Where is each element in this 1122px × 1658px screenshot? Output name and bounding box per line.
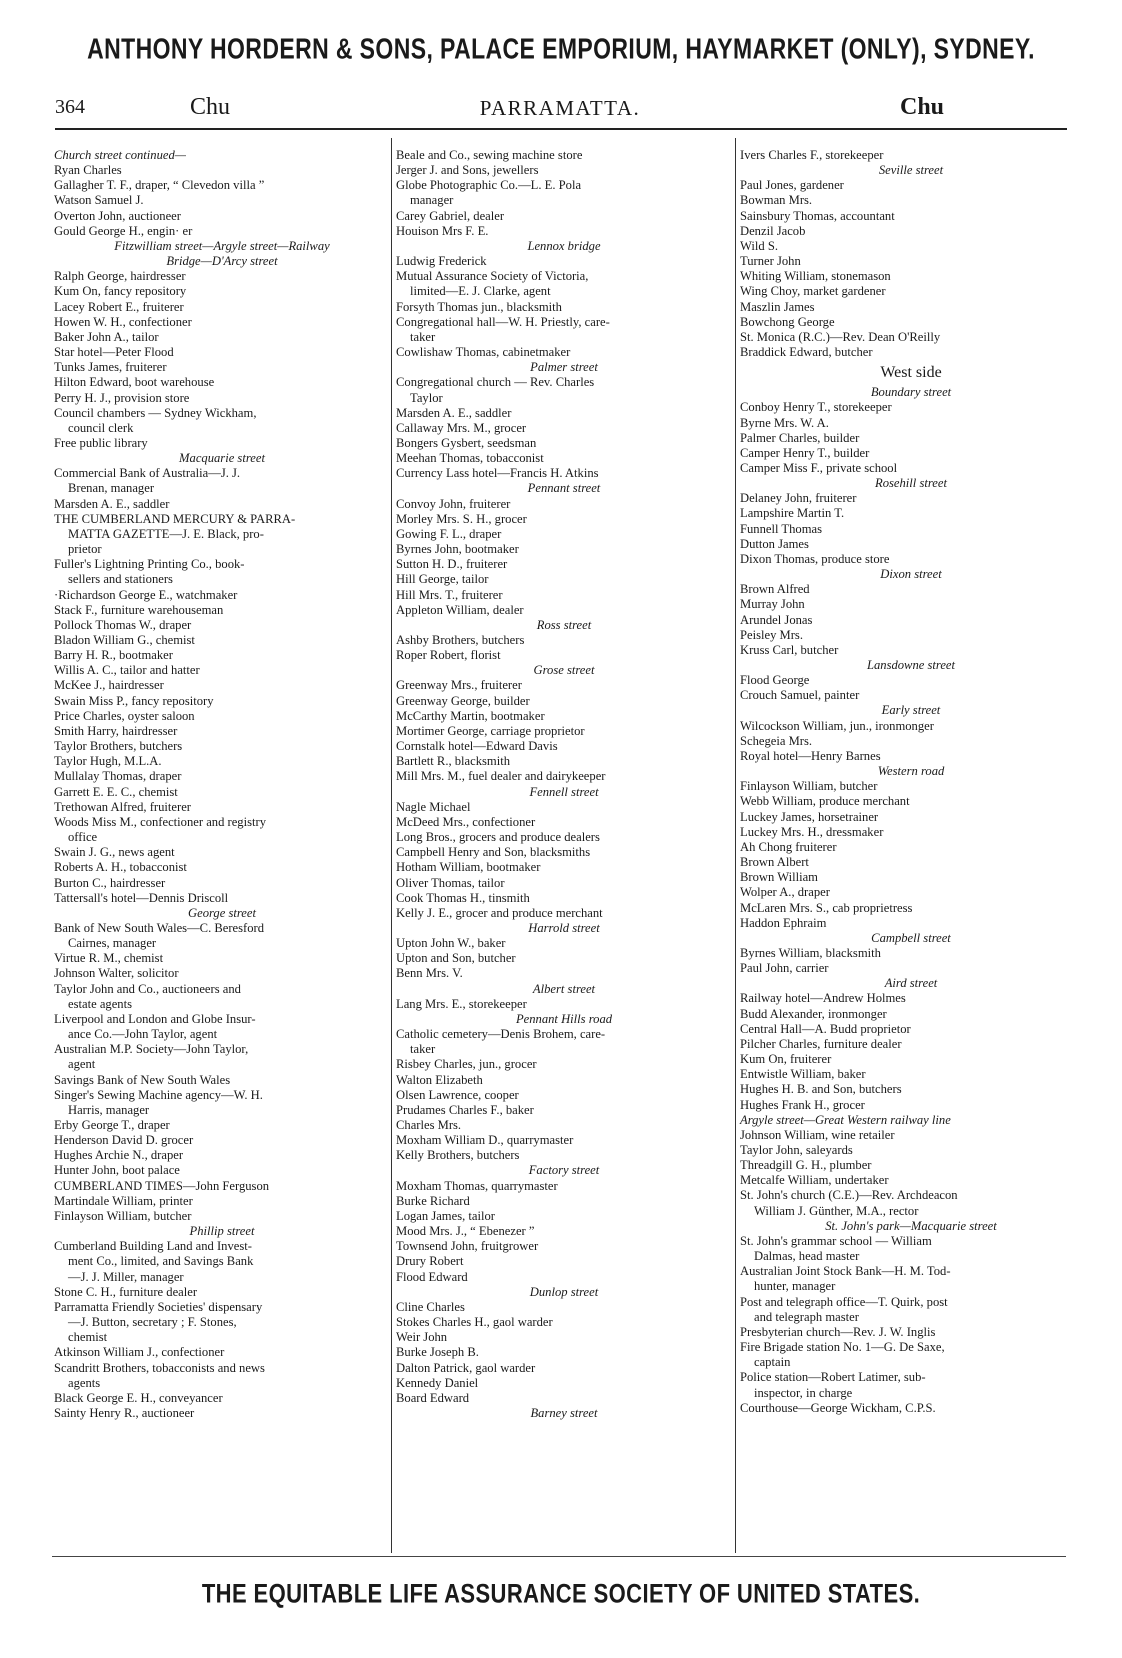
- street-heading: Fitzwilliam street—Argyle street—Railway: [114, 238, 330, 253]
- directory-entry: Threadgill G. H., plumber: [740, 1158, 872, 1173]
- directory-entry: Ralph George, hairdresser: [54, 269, 186, 284]
- directory-entry: Oliver Thomas, tailor: [396, 875, 505, 890]
- directory-entry: Camper Henry T., builder: [740, 445, 870, 460]
- directory-entry: Ah Chong fruiterer: [740, 839, 837, 854]
- street-heading: Factory street: [528, 1163, 600, 1178]
- directory-entry: Nagle Michael: [396, 799, 471, 814]
- directory-entry: Finlayson William, butcher: [54, 1208, 192, 1223]
- directory-entry: sellers and stationers: [68, 572, 173, 587]
- directory-entry: Wild S.: [740, 238, 778, 253]
- directory-entry: Arundel Jonas: [740, 612, 813, 627]
- directory-entry: Savings Bank of New South Wales: [54, 1072, 231, 1087]
- directory-entry: Black George E. H., conveyancer: [54, 1390, 223, 1405]
- directory-entry: Cumberland Building Land and Invest-: [54, 1239, 252, 1254]
- directory-entry: Forsyth Thomas jun., blacksmith: [396, 299, 562, 314]
- directory-entry: Trethowan Alfred, fruiterer: [54, 799, 191, 814]
- directory-entry: Flood George: [740, 673, 810, 688]
- directory-entry: Brown Albert: [740, 855, 809, 870]
- directory-entry: Bladon William G., chemist: [54, 633, 195, 647]
- directory-entry: Lang Mrs. E., storekeeper: [396, 996, 527, 1011]
- directory-entry: Delaney John, fruiterer: [740, 491, 857, 506]
- directory-entry: Conboy Henry T., storekeeper: [740, 400, 892, 415]
- directory-entry: Cairnes, manager: [68, 936, 157, 951]
- directory-entry: Courthouse—George Wickham, C.P.S.: [740, 1400, 936, 1415]
- directory-entry: Johnson Walter, solicitor: [54, 966, 179, 981]
- directory-entry: Charles Mrs.: [396, 1118, 462, 1132]
- directory-entry: manager: [410, 193, 454, 208]
- directory-entry: prietor: [68, 542, 102, 557]
- directory-entry: Cornstalk hotel—Edward Davis: [396, 739, 558, 754]
- directory-entry: Hill Mrs. T., fruiterer: [396, 587, 503, 602]
- directory-entry: Fuller's Lightning Printing Co., book-: [54, 557, 245, 572]
- directory-entry: Kruss Carl, butcher: [740, 642, 839, 657]
- directory-entry: Tattersall's hotel—Dennis Driscoll: [54, 890, 229, 905]
- street-heading: Albert street: [532, 981, 596, 996]
- directory-entry: Cline Charles: [396, 1299, 465, 1314]
- directory-entry: Whiting William, stonemason: [740, 269, 891, 284]
- street-heading: Bridge—D'Arcy street: [166, 254, 278, 269]
- street-heading: George street: [188, 905, 256, 920]
- directory-entry: Watson Samuel J.: [54, 193, 144, 208]
- street-heading: Grose street: [533, 663, 595, 678]
- directory-entry: THE CUMBERLAND MERCURY & PARRA-: [54, 511, 296, 526]
- directory-entry: Moxham Thomas, quarrymaster: [396, 1178, 558, 1193]
- directory-entry: Bowman Mrs.: [740, 193, 813, 208]
- directory-entry: Byrnes John, bootmaker: [396, 542, 519, 557]
- directory-entry: Jerger J. and Sons, jewellers: [396, 163, 539, 178]
- directory-entry: captain: [754, 1355, 791, 1370]
- directory-entry: Tunks James, fruiterer: [54, 360, 167, 375]
- directory-entry: Pollock Thomas W., draper: [54, 617, 192, 632]
- directory-entry: —J. J. Miller, manager: [68, 1269, 184, 1284]
- directory-entry: Pilcher Charles, furniture dealer: [740, 1036, 902, 1051]
- directory-entry: Police station—Robert Latimer, sub-: [740, 1370, 926, 1385]
- directory-entry: Ludwig Frederick: [396, 254, 487, 269]
- directory-entry: Liverpool and London and Globe Insur-: [54, 1011, 256, 1026]
- directory-entry: Presbyterian church—Rev. J. W. Inglis: [740, 1324, 936, 1339]
- street-heading: Argyle street—Great Western railway line: [740, 1112, 951, 1127]
- directory-entry: Mill Mrs. M., fuel dealer and dairykeeper: [396, 769, 606, 784]
- running-head-right: Chu: [900, 94, 945, 120]
- directory-entry: CUMBERLAND TIMES—John Ferguson: [54, 1178, 270, 1193]
- directory-entry: Hughes H. B. and Son, butchers: [740, 1082, 902, 1097]
- directory-entry: Brenan, manager: [68, 481, 155, 496]
- directory-entry: Townsend John, fruitgrower: [396, 1239, 539, 1254]
- directory-entry: and telegraph master: [754, 1309, 859, 1324]
- directory-entry: Kum On, fancy repository: [54, 284, 187, 299]
- directory-entry: Free public library: [54, 435, 148, 450]
- directory-entry: Byrne Mrs. W. A.: [740, 415, 829, 430]
- directory-entry: Scandritt Brothers, tobacconists and news: [54, 1360, 265, 1375]
- header-rule: [55, 128, 1067, 130]
- directory-entry: Henderson David D. grocer: [54, 1133, 194, 1148]
- directory-entry: Byrnes William, blacksmith: [740, 945, 881, 960]
- directory-entry: Woods Miss M., confectioner and registry: [54, 814, 266, 829]
- directory-entry: Central Hall—A. Budd proprietor: [740, 1021, 911, 1036]
- directory-entry: council clerk: [68, 420, 134, 435]
- directory-entry: Moxham William D., quarrymaster: [396, 1133, 574, 1148]
- directory-entry: agent: [68, 1057, 96, 1072]
- directory-entry: Railway hotel—Andrew Holmes: [740, 991, 906, 1006]
- directory-entry: Price Charles, oyster saloon: [54, 708, 195, 723]
- directory-entry: Sainsbury Thomas, accountant: [740, 208, 895, 223]
- directory-entry: Metcalfe William, undertaker: [740, 1173, 889, 1188]
- street-heading: Harrold street: [528, 920, 600, 935]
- directory-entry: Marsden A. E., saddler: [396, 405, 512, 420]
- directory-entry: Royal hotel—Henry Barnes: [740, 748, 881, 763]
- directory-entry: Schegeia Mrs.: [740, 733, 813, 748]
- directory-entry: Congregational hall—W. H. Priestly, care-: [396, 314, 610, 329]
- directory-entry: Kum On, fruiterer: [740, 1052, 832, 1067]
- directory-entry: Overton John, auctioneer: [54, 208, 181, 223]
- street-heading: St. John's park—Macquarie street: [825, 1218, 997, 1233]
- directory-entry: Bank of New South Wales—C. Beresford: [54, 920, 265, 935]
- directory-entry: Globe Photographic Co.—L. E. Pola: [396, 178, 582, 193]
- directory-entry: Murray John: [740, 597, 805, 612]
- directory-entry: Hunter John, boot palace: [54, 1163, 180, 1178]
- directory-entry: Smith Harry, hairdresser: [54, 723, 178, 738]
- directory-entry: Sutton H. D., fruiterer: [396, 557, 508, 572]
- directory-entry: Gould George H., engin· er: [54, 223, 193, 238]
- directory-entry: ·Richardson George E., watchmaker: [54, 587, 238, 602]
- directory-entry: Burke Joseph B.: [396, 1345, 479, 1360]
- directory-entry: Mood Mrs. J., “ Ebenezer ”: [396, 1224, 535, 1239]
- street-heading: Ross street: [536, 617, 592, 632]
- street-heading: Dunlop street: [529, 1284, 599, 1299]
- directory-entry: ment Co., limited, and Savings Bank: [68, 1254, 254, 1269]
- directory-entry: Mutual Assurance Society of Victoria,: [396, 269, 589, 284]
- directory-entry: Drury Robert: [396, 1254, 464, 1269]
- directory-entry: Swain J. G., news agent: [54, 845, 175, 860]
- directory-entry: Hill George, tailor: [396, 572, 489, 587]
- advertisement-banner-top: ANTHONY HORDERN & SONS, PALACE EMPORIUM, HAYMARKET (ONLY), SYDNEY.: [87, 32, 1035, 65]
- directory-entry: Taylor John and Co., auctioneers and: [54, 981, 241, 996]
- directory-entry: Logan James, tailor: [396, 1208, 495, 1223]
- directory-entry: Singer's Sewing Machine agency—W. H.: [54, 1087, 263, 1102]
- directory-entry: MATTA GAZETTE—J. E. Black, pro-: [68, 526, 264, 541]
- directory-entry: Weir John: [396, 1330, 448, 1345]
- directory-entry: Perry H. J., provision store: [54, 390, 190, 405]
- directory-entry: Entwistle William, baker: [740, 1067, 866, 1082]
- street-heading: Barney street: [530, 1405, 598, 1420]
- street-heading: Lansdowne street: [866, 658, 956, 672]
- directory-entry: Mortimer George, carriage proprietor: [396, 723, 585, 738]
- directory-entry: Peisley Mrs.: [740, 627, 803, 642]
- column-divider: [391, 138, 392, 1553]
- directory-entry: Webb William, produce merchant: [740, 794, 910, 809]
- directory-entry: Benn Mrs. V.: [396, 966, 463, 981]
- directory-entry: agents: [68, 1375, 101, 1390]
- directory-entry: St. John's grammar school — William: [740, 1233, 932, 1248]
- street-heading: Fennell street: [529, 784, 599, 799]
- directory-entry: Harris, manager: [68, 1102, 150, 1117]
- street-heading: Campbell street: [871, 930, 951, 945]
- directory-entry: Erby George T., draper: [54, 1118, 170, 1132]
- side-heading: West side: [880, 364, 942, 382]
- directory-entry: Currency Lass hotel—Francis H. Atkins: [396, 466, 599, 481]
- street-heading: Early street: [881, 703, 941, 718]
- directory-entry: Paul John, carrier: [740, 961, 829, 976]
- street-heading: Macquarie street: [179, 451, 265, 466]
- directory-entry: Hughes Archie N., draper: [54, 1148, 184, 1163]
- directory-entry: Dixon Thomas, produce store: [740, 551, 890, 566]
- directory-entry: William J. Günther, M.A., rector: [754, 1203, 919, 1218]
- directory-entry: Hughes Frank H., grocer: [740, 1097, 865, 1112]
- directory-entry: Bowchong George: [740, 314, 835, 329]
- column-divider: [735, 138, 736, 1553]
- street-heading: Pennant Hills road: [515, 1011, 613, 1026]
- directory-entry: Gallagher T. F., draper, “ Clevedon villa ”: [54, 178, 265, 193]
- directory-entry: Roper Robert, florist: [396, 648, 501, 663]
- directory-entry: Lampshire Martin T.: [740, 506, 845, 521]
- directory-entry: Olsen Lawrence, cooper: [396, 1087, 519, 1102]
- street-heading: Lennox bridge: [527, 238, 601, 253]
- directory-entry: taker: [410, 1042, 436, 1057]
- directory-entry: McLaren Mrs. S., cab proprietress: [740, 900, 913, 915]
- directory-entry: Kelly J. E., grocer and produce merchant: [396, 905, 603, 920]
- directory-entry: Swain Miss P., fancy repository: [54, 693, 214, 708]
- directory-entry: St. Monica (R.C.)—Rev. Dean O'Reilly: [740, 329, 941, 344]
- directory-entry: Australian Joint Stock Bank—H. M. Tod-: [740, 1264, 951, 1279]
- street-heading: Seville street: [878, 163, 944, 178]
- directory-entry: McKee J., hairdresser: [54, 678, 164, 693]
- directory-entry: Braddick Edward, butcher: [740, 345, 873, 360]
- directory-entry: Haddon Ephraim: [740, 915, 827, 930]
- directory-entry: Flood Edward: [396, 1269, 468, 1284]
- directory-entry: Taylor Brothers, butchers: [54, 739, 183, 754]
- directory-entry: Campbell Henry and Son, blacksmiths: [396, 845, 591, 860]
- directory-column-2: [396, 148, 732, 1421]
- directory-entry: Council chambers — Sydney Wickham,: [54, 405, 257, 420]
- street-heading: Western road: [877, 764, 945, 779]
- directory-entry: Congregational church — Rev. Charles: [396, 375, 595, 390]
- directory-entry: Lacey Robert E., fruiterer: [54, 299, 184, 314]
- directory-entry: —J. Button, secretary ; F. Stones,: [68, 1315, 237, 1330]
- directory-entry: Risbey Charles, jun., grocer: [396, 1057, 537, 1072]
- directory-entry: Palmer Charles, builder: [740, 430, 860, 445]
- directory-entry: Maszlin James: [740, 299, 815, 314]
- directory-column-3: [740, 148, 1082, 1416]
- street-heading: Rosehill street: [875, 476, 947, 491]
- directory-entry: Dalmas, head master: [754, 1249, 860, 1264]
- directory-entry: Marsden A. E., saddler: [54, 496, 170, 511]
- advertisement-banner-bottom: THE EQUITABLE LIFE ASSURANCE SOCIETY OF UNITED STATES.: [201, 1578, 921, 1609]
- directory-entry: Parramatta Friendly Societies' dispensary: [54, 1299, 263, 1314]
- directory-entry: Greenway Mrs., fruiterer: [396, 678, 522, 693]
- street-heading: Church street continued—: [54, 148, 186, 162]
- directory-entry: Kennedy Daniel: [396, 1375, 479, 1390]
- directory-column-1: [54, 148, 390, 1421]
- directory-entry: estate agents: [68, 996, 132, 1011]
- directory-entry: McDeed Mrs., confectioner: [396, 814, 536, 829]
- directory-entry: Post and telegraph office—T. Quirk, post: [740, 1294, 948, 1309]
- directory-entry: Baker John A., tailor: [54, 329, 159, 344]
- directory-entry: McCarthy Martin, bootmaker: [396, 708, 545, 723]
- directory-entry: Finlayson William, butcher: [740, 779, 878, 794]
- street-heading: Palmer street: [530, 360, 598, 375]
- directory-entry: Mullalay Thomas, draper: [54, 769, 182, 784]
- directory-entry: Ryan Charles: [54, 163, 122, 178]
- directory-entry: Howen W. H., confectioner: [54, 314, 192, 329]
- directory-entry: Long Bros., grocers and produce dealers: [396, 830, 600, 845]
- directory-entry: Upton John W., baker: [396, 936, 506, 951]
- running-head: [55, 94, 1065, 124]
- directory-entry: office: [68, 830, 98, 845]
- directory-entry: Martindale William, printer: [54, 1193, 193, 1208]
- directory-entry: Luckey Mrs. H., dressmaker: [740, 824, 884, 839]
- directory-entry: Camper Miss F., private school: [740, 460, 898, 475]
- directory-entry: Wilcockson William, jun., ironmonger: [740, 718, 934, 733]
- directory-entry: Ashby Brothers, butchers: [396, 633, 525, 647]
- directory-entry: Taylor John, saleyards: [740, 1143, 853, 1157]
- directory-entry: Crouch Samuel, painter: [740, 688, 860, 703]
- directory-entry: St. John's church (C.E.)—Rev. Archdeacon: [740, 1188, 958, 1203]
- directory-entry: Barry H. R., bootmaker: [54, 648, 173, 663]
- directory-entry: Sainty Henry R., auctioneer: [54, 1405, 195, 1420]
- directory-entry: Cook Thomas H., tinsmith: [396, 890, 530, 905]
- directory-entry: Bongers Gysbert, seedsman: [396, 435, 537, 450]
- running-head-town: PARRAMATTA.: [479, 96, 641, 120]
- directory-entry: Brown William: [740, 870, 818, 885]
- directory-entry: Appleton William, dealer: [396, 602, 524, 617]
- directory-entry: Board Edward: [396, 1390, 470, 1405]
- directory-entry: Hilton Edward, boot warehouse: [54, 375, 215, 390]
- directory-entry: Prudames Charles F., baker: [396, 1102, 534, 1117]
- directory-entry: Luckey James, horsetrainer: [740, 809, 879, 824]
- directory-entry: Atkinson William J., confectioner: [54, 1345, 225, 1360]
- directory-entry: Greenway George, builder: [396, 693, 530, 708]
- directory-entry: Garrett E. E. C., chemist: [54, 784, 178, 799]
- directory-entry: Kelly Brothers, butchers: [396, 1148, 520, 1163]
- directory-entry: Virtue R. M., chemist: [54, 951, 164, 966]
- directory-entry: Stokes Charles H., gaol warder: [396, 1315, 553, 1330]
- directory-entry: limited—E. J. Clarke, agent: [410, 284, 551, 299]
- directory-entry: Catholic cemetery—Denis Brohem, care-: [396, 1027, 606, 1042]
- directory-entry: Callaway Mrs. M., grocer: [396, 420, 527, 435]
- directory-entry: taker: [410, 329, 436, 344]
- directory-entry: Brown Alfred: [740, 582, 810, 597]
- directory-entry: Star hotel—Peter Flood: [54, 345, 174, 360]
- directory-entry: Hotham William, bootmaker: [396, 860, 541, 875]
- directory-entry: Burke Richard: [396, 1193, 470, 1208]
- directory-entry: Turner John: [740, 254, 801, 269]
- directory-entry: Stack F., furniture warehouseman: [54, 602, 224, 617]
- street-heading: Dixon street: [880, 567, 942, 582]
- directory-entry: Commercial Bank of Australia—J. J.: [54, 466, 241, 481]
- directory-entry: Stone C. H., furniture dealer: [54, 1284, 198, 1299]
- page-number: 364: [55, 96, 85, 118]
- footer-rule: [52, 1556, 1066, 1557]
- directory-entry: Burton C., hairdresser: [54, 875, 166, 890]
- directory-entry: Convoy John, fruiterer: [396, 496, 511, 511]
- directory-entry: Cowlishaw Thomas, cabinetmaker: [396, 345, 571, 360]
- directory-entry: Funnell Thomas: [740, 521, 822, 536]
- directory-entry: Bartlett R., blacksmith: [396, 754, 511, 769]
- directory-entry: Denzil Jacob: [740, 223, 806, 238]
- directory-entry: Meehan Thomas, tobacconist: [396, 451, 544, 466]
- directory-entry: ance Co.—John Taylor, agent: [68, 1027, 218, 1042]
- directory-entry: Taylor: [410, 390, 443, 405]
- directory-entry: Ivers Charles F., storekeeper: [740, 148, 884, 162]
- directory-entry: Paul Jones, gardener: [740, 178, 844, 193]
- directory-entry: Gowing F. L., draper: [396, 526, 502, 541]
- directory-entry: Upton and Son, butcher: [396, 951, 516, 966]
- directory-entry: Willis A. C., tailor and hatter: [54, 663, 200, 678]
- directory-entry: Dalton Patrick, gaol warder: [396, 1360, 536, 1375]
- street-heading: Boundary street: [870, 385, 952, 400]
- directory-entry: hunter, manager: [754, 1279, 836, 1294]
- running-head-left: Chu: [190, 94, 231, 120]
- street-heading: Pennant street: [527, 481, 601, 496]
- street-heading: Phillip street: [189, 1224, 255, 1239]
- street-heading: Aird street: [884, 976, 938, 991]
- directory-entry: Houison Mrs F. E.: [396, 223, 489, 238]
- directory-entry: Wolper A., draper: [740, 885, 830, 900]
- directory-entry: Dutton James: [740, 536, 809, 551]
- directory-entry: Wing Choy, market gardener: [740, 284, 886, 299]
- directory-entry: Beale and Co., sewing machine store: [396, 148, 583, 162]
- directory-entry: Taylor Hugh, M.L.A.: [54, 754, 162, 769]
- directory-entry: Roberts A. H., tobacconist: [54, 860, 187, 875]
- directory-entry: Carey Gabriel, dealer: [396, 208, 505, 223]
- directory-entry: Morley Mrs. S. H., grocer: [396, 511, 527, 526]
- directory-entry: chemist: [68, 1330, 108, 1345]
- directory-entry: Johnson William, wine retailer: [740, 1127, 895, 1142]
- directory-entry: Budd Alexander, ironmonger: [740, 1006, 887, 1021]
- directory-entry: Walton Elizabeth: [396, 1072, 483, 1087]
- directory-entry: Australian M.P. Society—John Taylor,: [54, 1042, 249, 1057]
- directory-entry: inspector, in charge: [754, 1385, 853, 1400]
- directory-entry: Fire Brigade station No. 1—G. De Saxe,: [740, 1340, 945, 1355]
